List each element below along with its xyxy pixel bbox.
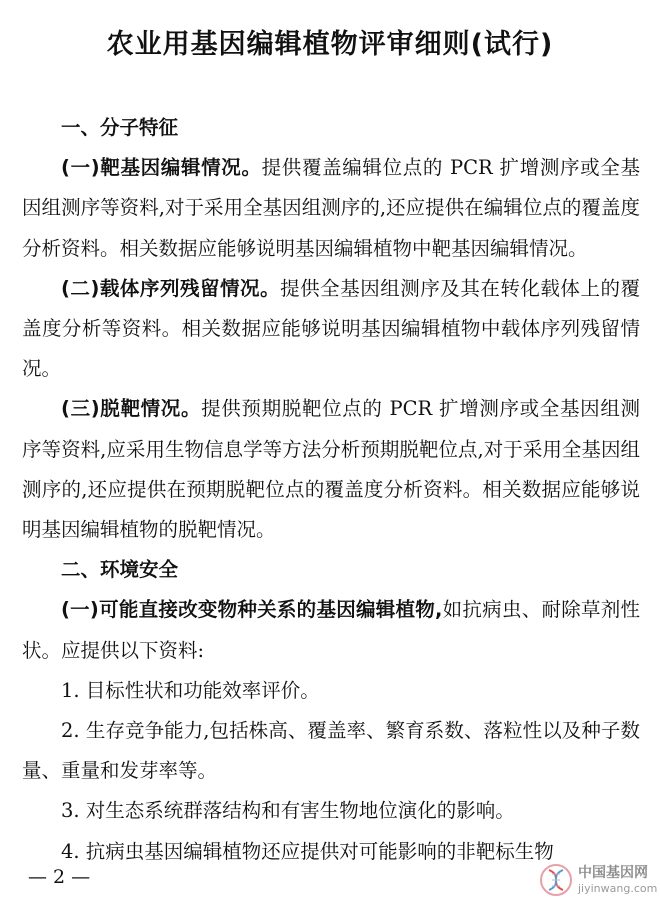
page-title: 农业用基因编辑植物评审细则(试行) <box>106 29 554 60</box>
paragraph-off-target <box>22 389 640 550</box>
paragraph-vector-residue <box>22 269 640 390</box>
paragraph-text: 4. 抗病虫基因编辑植物还应提供对可能影响的非靶标生物 <box>61 839 554 863</box>
paragraph-target-gene <box>22 148 640 269</box>
paragraph-text: 提供覆盖编辑位点的 PCR 扩增测序或全基因组测序等资料,对于采用全基因组测序的,还应提供在编辑位点的覆盖度分析资料。相关数据应能够说明基因编辑植物中靶基因编辑情况。 <box>22 156 641 260</box>
section-heading-environment: 二、环境安全 <box>61 558 179 582</box>
watermark-url: jiyinwang.com <box>578 882 658 895</box>
paragraph-text: 3. 对生态系统群落结构和有害生物地位演化的影响。 <box>61 799 515 823</box>
list-item-3 <box>22 791 640 831</box>
document-body <box>22 108 640 872</box>
watermark-name: 中国基因网 <box>578 865 648 881</box>
paragraph-text: 提供预期脱靶位点的 PCR 扩增测序或全基因组测序等资料,应采用生物信息学等方法分析预期脱靶位点,对于采用全基因组测序的,还应提供在预期脱靶位点的覆盖度分析资料。相关数据应能够说明基因编辑植物的脱靶情况。 <box>22 397 640 542</box>
paragraph-lead: (三)脱靶情况。 <box>61 397 202 421</box>
paragraph-text: 1. 目标性状和功能效率评价。 <box>61 678 320 702</box>
page-number: — 2 — <box>28 866 91 888</box>
paragraph-lead: (二)载体序列残留情况。 <box>61 276 281 300</box>
paragraph-lead: (一)靶基因编辑情况。 <box>61 156 262 180</box>
dna-helix-logo-icon <box>538 862 574 898</box>
list-item-2 <box>22 711 640 791</box>
site-watermark <box>538 860 656 910</box>
paragraph-text: 如抗病虫、耐除草剂性状。应提供以下资料: <box>22 598 640 662</box>
paragraph-species-relation <box>22 590 640 670</box>
paragraph-lead: (一)可能直接改变物种关系的基因编辑植物, <box>61 598 443 622</box>
section-heading-molecular: 一、分子特征 <box>61 116 179 139</box>
list-item-1 <box>22 671 640 711</box>
paragraph-text: 提供全基因组测序及其在转化载体上的覆盖度分析等资料。相关数据应能够说明基因编辑植物中载体序列残留情况。 <box>22 276 640 381</box>
paragraph-text: 2. 生存竞争能力,包括株高、覆盖率、繁育系数、落粒性以及种子数量、重量和发芽率等。 <box>22 719 640 783</box>
